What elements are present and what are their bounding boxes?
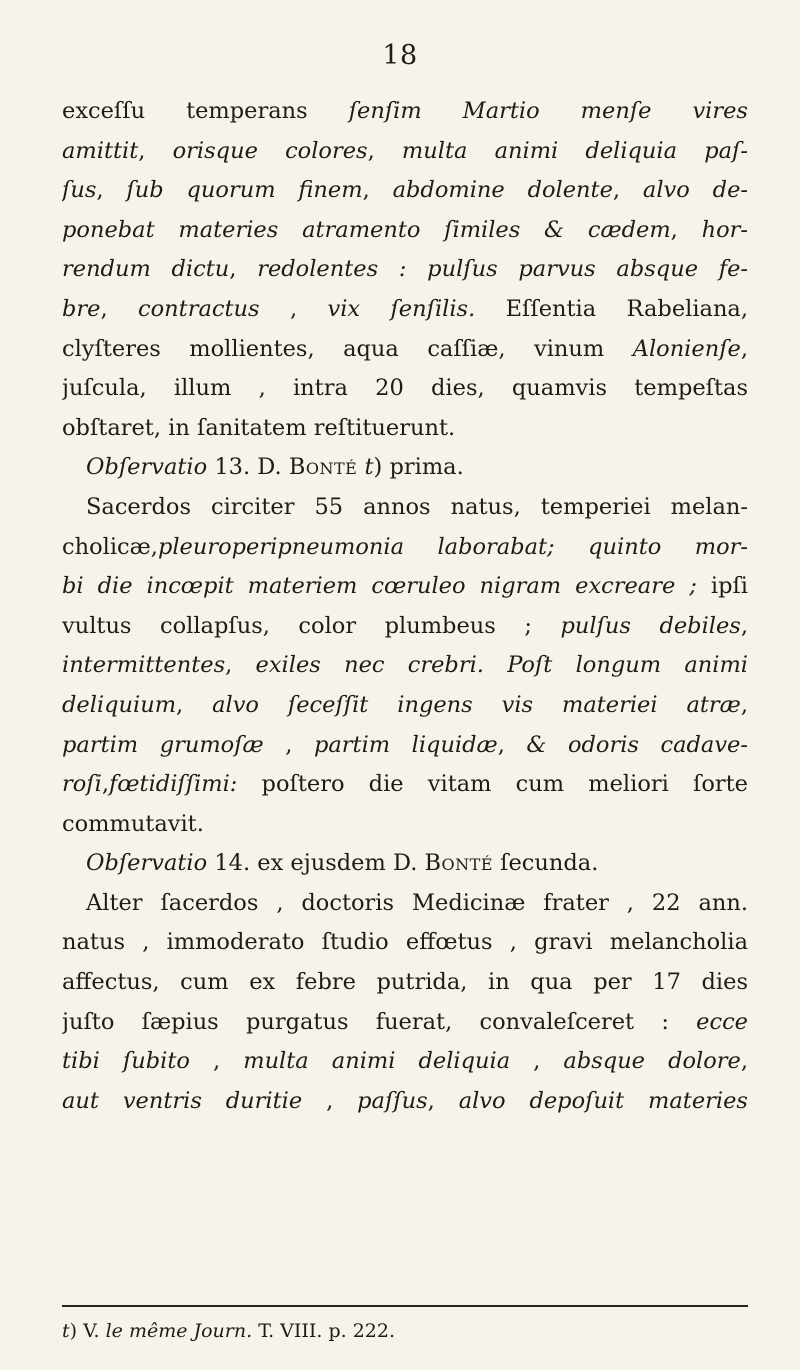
text-segment: vultus collapſus, color plumbeus ; — [62, 612, 561, 639]
body-text — [62, 92, 748, 1121]
text-segment: , — [259, 295, 328, 322]
text-line — [62, 686, 748, 726]
text-line — [62, 211, 748, 251]
footnote-separator-rule — [62, 1305, 748, 1307]
footnote-marker: t — [62, 1320, 70, 1342]
text-line — [62, 844, 748, 884]
text-line — [62, 132, 748, 172]
text-segment: Eſſentia Rabeliana, — [475, 295, 748, 322]
text-segment: ſecunda. — [493, 850, 599, 877]
text-segment: , — [138, 137, 173, 164]
text-line — [62, 805, 748, 845]
text-segment: , — [263, 731, 314, 758]
italic-text-segment: vix ſenſilis. — [327, 295, 476, 322]
footnote-text-before: ) V. — [69, 1320, 106, 1342]
italic-text-segment: partim grumoſæ — [62, 731, 264, 758]
text-line — [62, 250, 748, 290]
text-segment: 14. ex ejusdem D. — [207, 850, 425, 877]
text-segment: exceſſu temperans — [62, 98, 349, 124]
italic-text-segment: amittit — [62, 137, 139, 164]
text-segment: affectus, cum ex febre putrida, in qua per 17 dies — [62, 969, 748, 996]
italic-text-segment: alvo depoſuit materies — [458, 1087, 748, 1114]
text-segment: ) prima. — [373, 454, 464, 481]
text-segment: , — [96, 177, 127, 204]
text-segment: cholicæ, — [62, 533, 158, 560]
text-line — [62, 726, 748, 766]
italic-text-segment: redolentes : pulſus parvus absque fe- — [257, 256, 748, 283]
text-line — [62, 330, 748, 370]
text-segment: , — [367, 137, 402, 164]
italic-text-segment: roſi — [62, 771, 102, 798]
italic-text-segment: paſſus — [357, 1087, 428, 1114]
italic-text-segment: bre — [62, 295, 101, 322]
text-line — [62, 369, 748, 409]
italic-text-segment: ponebat materies atramento ſimiles & cædem — [62, 216, 671, 243]
text-segment: , — [189, 1048, 244, 1075]
text-segment: juſcula, illum , intra 20 dies, quamvis tempeſtas — [62, 375, 748, 402]
footnote-text-after: T. VIII. p. 222. — [252, 1320, 396, 1342]
italic-text-segment: & odoris cadave- — [526, 731, 748, 758]
italic-text-segment: aut ventris duritie — [62, 1087, 303, 1114]
text-line — [62, 528, 748, 568]
italic-text-segment: ſenſim Martio menſe vires — [348, 98, 748, 124]
text-segment: Alter ſacerdos , doctoris Medicinæ frater , 22 ann. — [86, 889, 748, 916]
text-segment: , — [302, 1087, 358, 1114]
italic-text-segment: tibi ſubito — [62, 1048, 190, 1075]
footnote — [62, 1318, 748, 1344]
text-segment: , — [229, 256, 258, 283]
text-segment: Sacerdos circiter 55 annos natus, temperiei melan- — [86, 493, 748, 520]
text-line — [62, 963, 748, 1003]
text-segment: natus , immoderato ſtudio effœtus , gravi melancholia — [62, 929, 748, 956]
italic-text-segment: pleuroperipneumonia laborabat; quinto mor- — [157, 533, 748, 560]
italic-text-segment: intermittentes — [62, 652, 226, 679]
italic-text-segment: alvo de- — [642, 177, 748, 204]
text-segment: , — [670, 216, 702, 243]
text-line — [62, 171, 748, 211]
italic-text-segment: exiles nec crebri. Poſt longum animi — [255, 652, 748, 679]
italic-text-segment: pulſus debiles — [560, 612, 741, 639]
text-segment: , — [100, 295, 139, 322]
italic-text-segment: Obſervatio — [86, 454, 208, 481]
italic-text-segment: contractus — [138, 295, 260, 322]
text-line — [62, 1082, 748, 1122]
text-segment: , — [497, 731, 527, 758]
italic-text-segment: fœtidiſſimi: — [108, 771, 238, 798]
text-segment: , — [740, 335, 748, 362]
text-line — [62, 92, 748, 132]
text-line — [62, 923, 748, 963]
text-segment: , — [101, 771, 109, 798]
italic-text-segment: deliquium — [62, 691, 177, 718]
italic-text-segment: bi die incœpit materiem cœruleo nigram excreare ; — [62, 573, 697, 600]
italic-text-segment: orisque colores — [172, 137, 368, 164]
text-line — [62, 1042, 748, 1082]
text-line — [62, 765, 748, 805]
italic-text-segment: ſus — [62, 177, 97, 204]
italic-text-segment: t — [364, 454, 374, 481]
text-segment: ipſi — [696, 573, 748, 600]
italic-text-segment: multa animi deliquia paſ- — [401, 137, 748, 164]
text-segment: commutavit. — [62, 810, 204, 837]
author-name-smallcaps: Bonté — [288, 454, 358, 481]
text-line — [62, 409, 748, 449]
text-segment: , — [740, 691, 748, 718]
text-line — [62, 567, 748, 607]
text-line — [62, 884, 748, 924]
text-segment: 13. D. — [207, 454, 289, 481]
text-segment: , — [427, 1087, 459, 1114]
text-segment: poſtero die vitam cum meliori ſorte — [237, 771, 748, 798]
page-number: 18 — [382, 40, 418, 71]
italic-text-segment: ſub quorum finem — [126, 177, 363, 204]
text-line — [62, 488, 748, 528]
italic-text-segment: hor- — [701, 216, 748, 243]
footnote-journal-title: le même Journ. — [105, 1320, 253, 1342]
author-name-smallcaps: Bonté — [424, 850, 494, 877]
italic-text-segment: rendum dictu — [62, 256, 230, 283]
text-line — [62, 1003, 748, 1043]
italic-text-segment: ecce — [696, 1008, 748, 1035]
text-line — [62, 646, 748, 686]
text-segment: , — [176, 691, 213, 718]
italic-text-segment: Obſervatio — [86, 850, 208, 877]
italic-text-segment: absque dolore — [563, 1048, 741, 1075]
text-segment: clyſteres mollientes, aqua caſſiæ, vinum — [62, 335, 633, 362]
text-segment: , — [612, 177, 643, 204]
text-segment: , — [510, 1048, 564, 1075]
text-segment: obſtaret, in ſanitatem reſtituerunt. — [62, 414, 456, 441]
italic-text-segment: multa animi deliquia — [243, 1048, 511, 1075]
text-segment: , — [225, 652, 256, 679]
text-line — [62, 607, 748, 647]
italic-text-segment: alvo ſeceſſit ingens vis materiei atræ — [212, 691, 741, 718]
text-segment: , — [740, 1048, 748, 1075]
italic-text-segment: abdomine dolente — [392, 177, 613, 204]
text-line — [62, 448, 748, 488]
text-segment: juſto ſæpius purgatus fuerat, convaleſceret : — [62, 1008, 697, 1035]
text-segment: , — [362, 177, 393, 204]
text-segment: , — [740, 612, 748, 639]
italic-text-segment: partim liquidæ — [313, 731, 498, 758]
italic-text-segment: Alonienſe — [632, 335, 741, 362]
text-line — [62, 290, 748, 330]
